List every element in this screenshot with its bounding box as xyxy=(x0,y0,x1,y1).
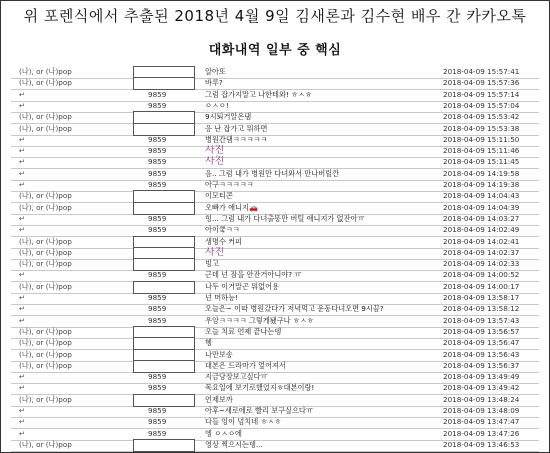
timestamp: 2018-04-09 14:02:49 xyxy=(443,225,520,235)
sender-label: (나), or (나)pop xyxy=(19,78,72,88)
phone-suffix: 9859 xyxy=(148,417,167,427)
message-text: 헹 xyxy=(205,338,212,348)
timestamp: 2018-04-09 15:11:45 xyxy=(443,157,520,167)
message-text: 병원간댐ㅋㅋㅋㅋㅋ xyxy=(205,134,268,144)
message-text: 근데 넌 잠을 안잔거아니야? ㅠ xyxy=(205,270,302,280)
message-text: 대본은 드라마가 엎어져서 xyxy=(205,360,286,370)
timestamp: 2018-04-09 15:57:04 xyxy=(443,100,520,110)
timestamp: 2018-04-09 13:47:26 xyxy=(443,428,520,438)
timestamp: 2018-04-09 14:04:39 xyxy=(443,202,520,212)
timestamp: 2018-04-09 14:00:52 xyxy=(443,270,520,280)
sender-label: (나), or (나)pop xyxy=(19,123,72,133)
sender-label: (나), or (나)pop xyxy=(19,202,72,212)
message-text: 응 난 잡가고 뭐하면 xyxy=(205,123,268,133)
title-line-1: 위 포렌식에서 추출된 2018년 4월 9일 김새론과 김수현 배우 간 카카오톡 xyxy=(23,7,527,25)
timestamp: 2018-04-09 15:53:42 xyxy=(443,112,520,122)
phone-suffix: 9859 xyxy=(148,304,167,314)
sender-label: (나), or (나)pop xyxy=(19,236,72,246)
document-title xyxy=(1,1,549,60)
timestamp: 2018-04-09 13:56:57 xyxy=(443,326,520,336)
message-text: 지금당장보고싶다ㅠ xyxy=(205,372,268,382)
sender-label: (나), or (나)pop xyxy=(19,360,72,370)
message-text: 오늘 치료 언제 끝나는뎅 xyxy=(205,326,282,336)
phone-suffix: 9859 xyxy=(148,146,167,156)
sender-label: (나), or (나)pop xyxy=(19,326,72,336)
sender-label: (나), or (나)pop xyxy=(19,191,72,201)
message-text: 힝... 그럼 내가 다녀출똥만 버틸 애니지가 없잔아ㅠ xyxy=(205,213,365,223)
timestamp: 2018-04-09 13:49:42 xyxy=(443,383,520,393)
phone-suffix: 9859 xyxy=(148,428,167,438)
photo-message: 사진 xyxy=(205,156,225,168)
sender-label: ↵ xyxy=(19,428,26,438)
phone-suffix: 9859 xyxy=(148,372,167,382)
message-text: 9시퇴거알온댐 xyxy=(205,112,252,122)
timestamp: 2018-04-09 14:02:37 xyxy=(443,247,520,257)
message-text: 음.. 그럼 내가 병원만 다녀와서 만나버릴깐 xyxy=(205,168,340,178)
phone-suffix: 9859 xyxy=(148,293,167,302)
sender-label: ↵ xyxy=(19,225,26,235)
message-text: 아후~새로에로 빨리 보구싶으다ㅠ xyxy=(205,406,313,415)
message-text: 오늘은~ 이따 병원갔다가 저녁먹고 운동다녀오면 9시끔? xyxy=(205,304,384,314)
sender-label: (나), or (나)pop xyxy=(19,112,72,122)
sender-label: ↵ xyxy=(19,270,26,280)
sender-label: ↵ xyxy=(19,146,26,156)
sender-label: ↵ xyxy=(19,383,26,393)
timestamp: 2018-04-09 13:49:49 xyxy=(443,372,520,382)
sender-label: ↵ xyxy=(19,213,26,223)
sender-label: ↵ xyxy=(19,157,26,167)
sender-label: ↵ xyxy=(19,293,26,302)
sender-label: ↵ xyxy=(19,372,26,382)
timestamp: 2018-04-09 14:19:38 xyxy=(443,180,520,189)
sender-label: ↵ xyxy=(19,304,26,314)
sender-label: ↵ xyxy=(19,168,26,178)
timestamp: 2018-04-09 13:58:17 xyxy=(443,293,520,302)
sender-label: (나), or (나)pop xyxy=(19,281,72,291)
photo-message: 사진 xyxy=(205,246,225,258)
timestamp: 2018-04-09 13:58:12 xyxy=(443,304,520,314)
sender-label: ↵ xyxy=(19,100,26,110)
message-text: 우앙ㅋㅋㅋㅋ 그렇게됐구나 ㅎㅅㅎ xyxy=(205,315,314,325)
phone-suffix: 9859 xyxy=(148,225,167,235)
sender-label: (나), or (나)pop xyxy=(19,349,72,359)
phone-suffix: 9859 xyxy=(148,406,167,415)
phone-suffix: 9859 xyxy=(148,89,167,99)
timestamp: 2018-04-09 14:04:43 xyxy=(443,191,520,201)
timestamp: 2018-04-09 14:00:17 xyxy=(443,281,520,291)
message-text: 영상 찍으시는뎅... xyxy=(205,439,263,449)
timestamp: 2018-04-09 14:02:41 xyxy=(443,236,520,246)
timestamp: 2018-04-09 14:02:33 xyxy=(443,259,520,269)
sender-label: ↵ xyxy=(19,89,26,99)
timestamp: 2018-04-09 15:11:46 xyxy=(443,146,520,156)
message-text: 이모티콘 xyxy=(205,191,233,201)
phone-suffix: 9859 xyxy=(148,100,167,110)
timestamp: 2018-04-09 15:57:41 xyxy=(443,67,520,76)
phone-suffix: 9859 xyxy=(148,270,167,280)
title-line-2: 대화내역 일부 중 핵심 xyxy=(208,43,342,58)
timestamp: 2018-04-09 13:56:47 xyxy=(443,338,520,348)
timestamp: 2018-04-09 13:48:24 xyxy=(443,394,520,404)
message-text: 빙고 xyxy=(205,259,219,269)
message-text: 나두 이거말곤 뭐없어용 xyxy=(205,281,280,291)
phone-suffix: 9859 xyxy=(148,168,167,178)
sender-label: ↵ xyxy=(19,417,26,427)
redacted-name-box xyxy=(133,439,195,452)
sender-label: ↵ xyxy=(19,180,26,189)
message-text: 바루? xyxy=(205,78,223,88)
message-text: 엥 ㅇㅅㅇ에 xyxy=(205,428,243,438)
sender-label: (나), or (나)pop xyxy=(19,259,72,269)
timestamp: 2018-04-09 13:47:47 xyxy=(443,417,520,427)
message-text: 다들 잉이 넘치네 ㅎㅅㅎ xyxy=(205,417,282,427)
message-text: ㅇㅅㅇ! xyxy=(205,100,229,110)
message-text: 넌 머하능! xyxy=(205,293,238,302)
sender-label: (나), or (나)pop xyxy=(19,247,72,257)
message-text: 아이쿸ㅋㅋ xyxy=(205,225,240,235)
timestamp: 2018-04-09 15:57:36 xyxy=(443,78,520,88)
phone-suffix: 9859 xyxy=(148,383,167,393)
timestamp: 2018-04-09 13:48:09 xyxy=(443,406,520,415)
photo-message: 사진 xyxy=(205,145,225,157)
message-text: 목요일에 보기로했었지ㅎ대본이랑! xyxy=(205,383,315,393)
sender-label: (나), or (나)pop xyxy=(19,394,72,404)
sender-label: ↵ xyxy=(19,315,26,325)
phone-suffix: 9859 xyxy=(148,134,167,144)
timestamp: 2018-04-09 13:56:43 xyxy=(443,349,520,359)
timestamp: 2018-04-09 13:46:53 xyxy=(443,439,520,449)
phone-suffix: 9859 xyxy=(148,315,167,325)
timestamp: 2018-04-09 15:57:14 xyxy=(443,89,520,99)
message-text: 생명수 커피 xyxy=(205,236,243,246)
message-text: 오빠가 애니지🚗 xyxy=(205,202,258,212)
timestamp: 2018-04-09 14:03:27 xyxy=(443,213,520,223)
message-text: 언제보까 xyxy=(205,394,233,404)
phone-suffix: 9859 xyxy=(148,180,167,189)
sender-label: (나), or (나)pop xyxy=(19,67,72,76)
message-text: 알아또 xyxy=(205,67,226,76)
sender-label: (나), or (나)pop xyxy=(19,338,72,348)
phone-suffix: 9859 xyxy=(148,157,167,167)
sender-label: ↵ xyxy=(19,134,26,144)
sender-label: (나), or (나)pop xyxy=(19,439,72,449)
timestamp: 2018-04-09 15:53:38 xyxy=(443,123,520,133)
chat-log-table xyxy=(11,66,539,452)
timestamp: 2018-04-09 15:11:50 xyxy=(443,134,520,144)
phone-suffix: 9859 xyxy=(148,213,167,223)
message-text: 그럼 잡가지말고 나한테와! ㅎㅅㅎ xyxy=(205,89,312,99)
chat-row xyxy=(11,439,539,452)
message-text: 나만보송 xyxy=(205,349,233,359)
sender-label: ↵ xyxy=(19,406,26,415)
timestamp: 2018-04-09 13:57:43 xyxy=(443,315,520,325)
timestamp: 2018-04-09 13:56:37 xyxy=(443,360,520,370)
timestamp: 2018-04-09 14:19:58 xyxy=(443,168,520,178)
message-text: 아구ㅋㅋㅋㅋㅋ xyxy=(205,180,254,189)
